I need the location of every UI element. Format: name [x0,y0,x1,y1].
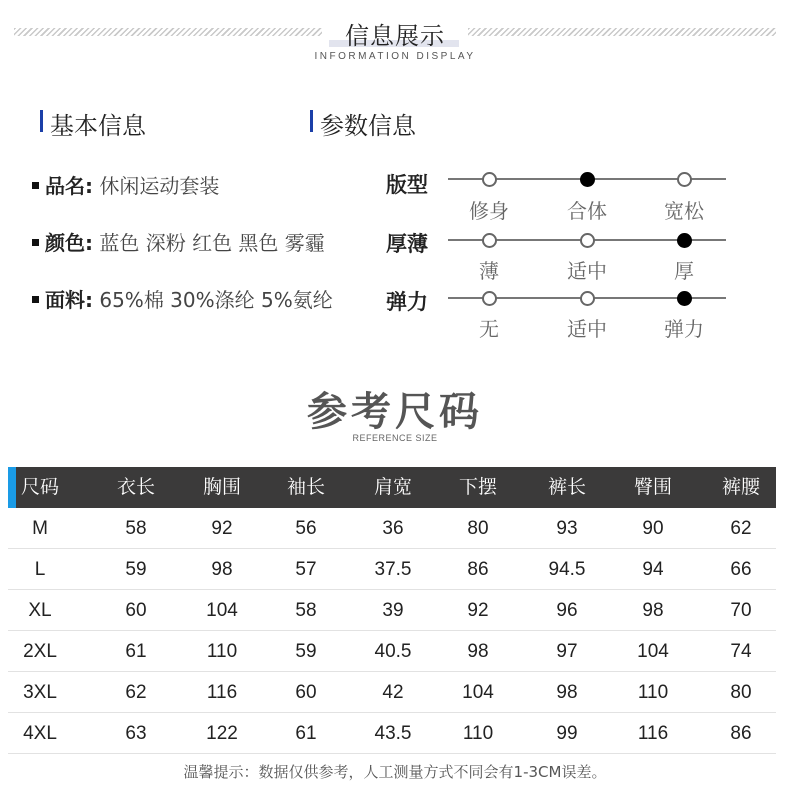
table-cell: 98 [467,641,489,662]
table-header-cell: 肩宽 [373,476,412,498]
info-row-color [32,227,325,256]
table-cell: 59 [125,559,147,580]
table-row [8,713,776,754]
table-cell: 116 [637,723,669,744]
table-cell: 110 [637,682,669,703]
table-cell: 61 [125,641,147,662]
param-dot-selected [677,233,692,248]
table-row [8,590,776,631]
params-heading: 参数信息 [320,112,416,140]
info-row-name [32,170,219,199]
table-row [8,672,776,713]
table-cell: 57 [295,559,317,580]
table-header-cell: 胸围 [202,476,241,498]
param-option-label: 适中 [567,259,607,283]
table-header-cell: 尺码 [20,476,59,498]
page-title: 信息展示 [345,22,445,50]
table-cell: 37.5 [374,559,412,580]
table-header-cell: 裤长 [547,476,586,498]
param-option-label: 弹力 [664,317,704,341]
table-cell: 98 [556,682,578,703]
table-cell: XL [28,600,52,621]
table-cell: L [34,559,46,580]
table-header-cell: 下摆 [458,476,497,498]
param-option-label: 宽松 [664,199,704,223]
table-header-cell: 袖长 [286,476,325,498]
table-cell: 62 [125,682,147,703]
table-cell: 86 [467,559,489,580]
table-cell: 80 [730,682,752,703]
table-cell: 93 [556,518,578,539]
param-dot [482,172,497,187]
param-option-label: 合体 [567,199,607,223]
table-header-cell: 臀围 [633,476,672,498]
table-cell: M [32,518,48,539]
table-cell: 122 [206,723,238,744]
param-label: 弹力 [386,290,428,314]
table-cell: 104 [462,682,494,703]
table-cell: 94.5 [548,559,586,580]
reference-subtitle: REFERENCE SIZE [352,433,438,443]
info-value: 65%棉 30%涤纶 5%氨纶 [99,288,333,312]
table-cell: 40.5 [374,641,412,662]
table-cell: 104 [206,600,238,621]
table-cell: 99 [556,723,578,744]
table-cell: 60 [295,682,317,703]
param-dot-selected [580,172,595,187]
table-cell: 58 [295,600,317,621]
info-row-fabric [32,284,333,313]
table-cell: 2XL [23,641,57,662]
table-cell: 90 [642,518,664,539]
param-label: 厚薄 [386,232,428,256]
table-cell: 94 [642,559,664,580]
info-label: 颜色: [45,231,93,255]
bullet-square [32,296,39,303]
table-cell: 3XL [23,682,57,703]
table-header-cell: 裤腰 [721,476,760,498]
row-divider [8,753,776,754]
size-table-header [8,467,776,508]
bullet-square [32,239,39,246]
param-dot [580,291,595,306]
table-cell: 110 [206,641,238,662]
table-cell: 98 [642,600,664,621]
table-cell: 39 [382,600,404,621]
measurement-note: 温馨提示：数据仅供参考，人工测量方式不同会有1-3CM误差。 [183,763,607,781]
param-option-label: 修身 [469,199,509,223]
reference-title: 参考尺码 [307,389,483,435]
basic-info-heading-bar [40,110,43,132]
table-row [8,549,776,590]
table-cell: 92 [467,600,489,621]
basic-info-heading: 基本信息 [50,112,146,140]
table-cell: 60 [125,600,147,621]
table-cell: 63 [125,723,147,744]
table-cell: 56 [295,518,317,539]
param-dot [580,233,595,248]
table-cell: 104 [637,641,669,662]
table-cell: 70 [730,600,752,621]
param-label: 版型 [386,173,428,197]
param-option-label: 适中 [567,317,607,341]
table-cell: 74 [730,641,752,662]
table-cell: 98 [211,559,233,580]
table-cell: 110 [462,723,494,744]
table-cell: 42 [382,682,404,703]
param-option-label: 薄 [479,259,499,283]
table-cell: 86 [730,723,752,744]
table-cell: 62 [730,518,752,539]
table-cell: 96 [556,600,578,621]
param-option-label: 无 [479,317,499,341]
info-label: 面料: [45,288,93,312]
table-cell: 80 [467,518,489,539]
param-dot [482,291,497,306]
table-cell: 43.5 [374,723,412,744]
table-cell: 66 [730,559,752,580]
params-heading-bar [310,110,313,132]
param-dot [482,233,497,248]
table-cell: 36 [382,518,404,539]
param-dot-selected [677,291,692,306]
table-cell: 58 [125,518,147,539]
table-cell: 97 [556,641,578,662]
param-option-label: 厚 [674,259,694,283]
info-label: 品名: [45,174,93,198]
table-cell: 116 [206,682,238,703]
table-cell: 4XL [23,723,57,744]
table-cell: 92 [211,518,233,539]
page-subtitle: INFORMATION DISPLAY [314,51,476,62]
table-cell: 61 [295,723,317,744]
table-cell: 59 [295,641,317,662]
info-value: 蓝色 深粉 红色 黑色 雾霾 [99,231,325,255]
table-header-cell: 衣长 [116,476,155,498]
table-row [8,508,776,549]
table-row [8,631,776,672]
bullet-square [32,182,39,189]
info-value: 休闲运动套装 [99,174,220,198]
param-dot [677,172,692,187]
